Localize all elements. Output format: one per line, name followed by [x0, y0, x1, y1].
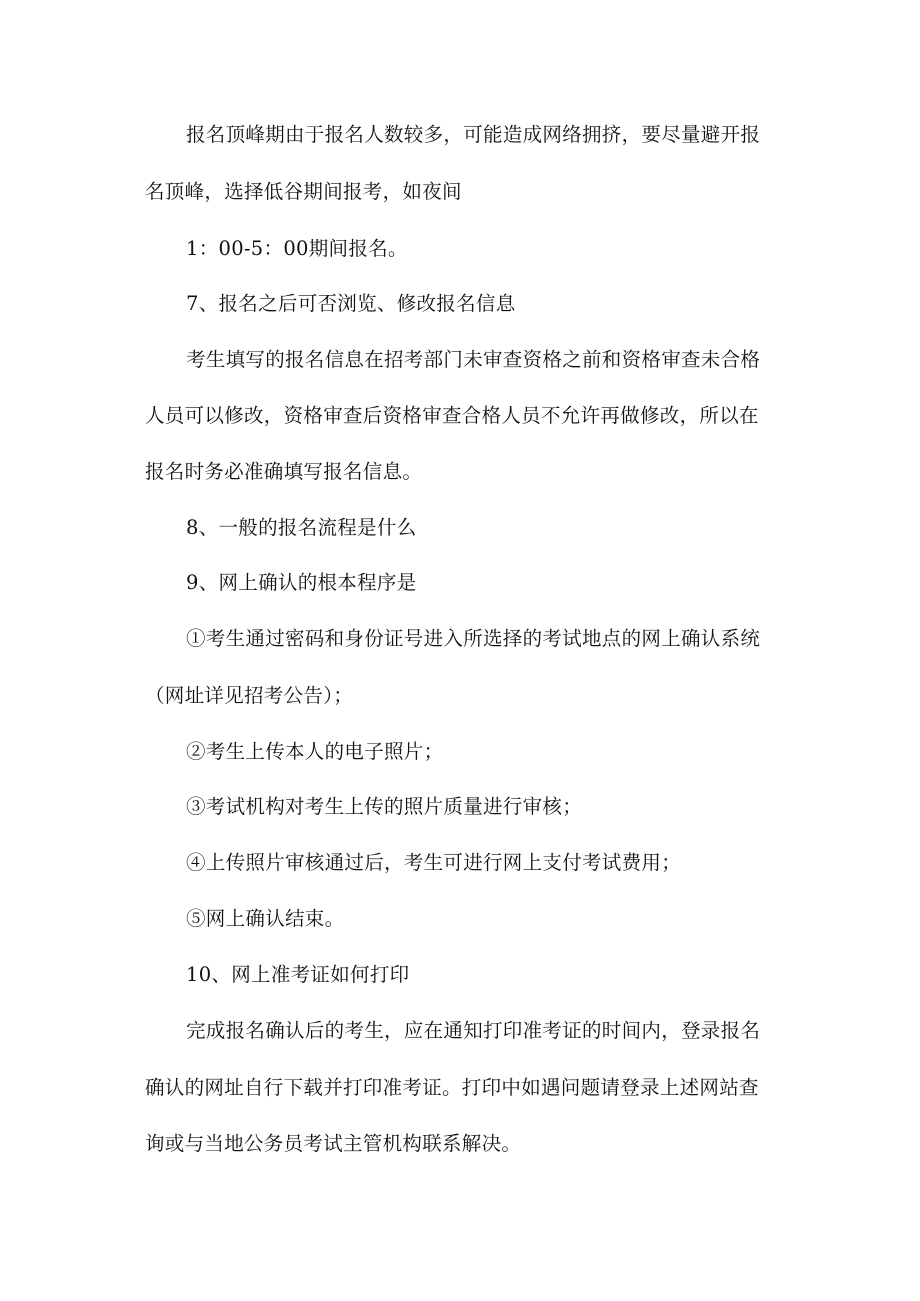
list-item: ①考生通过密码和身份证号进入所选择的考试地点的网上确认系统	[186, 627, 761, 650]
list-item: ③考试机构对考生上传的照片质量进行审核；	[186, 795, 583, 818]
paragraph-line: 完成报名确认后的考生，应在通知打印准考证的时间内，登录报名	[186, 1019, 761, 1042]
paragraph-line: 人员可以修改，资格审查后资格审查合格人员不允许再做修改，所以在	[145, 404, 759, 427]
section-heading: 7、报名之后可否浏览、修改报名信息	[186, 292, 516, 315]
paragraph-line: 名顶峰，选择低谷期间报考，如夜间	[145, 180, 462, 203]
paragraph-line: 1：00-5：00期间报名。	[186, 237, 408, 260]
list-item-continuation: （网址详见招考公告）；	[145, 684, 354, 707]
list-item: ⑤网上确认结束。	[186, 907, 345, 930]
paragraph-line: 询或与当地公务员考试主管机构联系解决。	[145, 1132, 522, 1155]
paragraph-line: 报名时务必准确填写报名信息。	[145, 460, 423, 483]
paragraph-line: 考生填写的报名信息在招考部门未审查资格之前和资格审查未合格	[186, 348, 761, 371]
section-heading: 8、一般的报名流程是什么	[186, 516, 417, 539]
paragraph-line: 报名顶峰期由于报名人数较多，可能造成网络拥挤，要尽量避开报	[186, 123, 761, 146]
section-heading: 9、网上确认的根本程序是	[186, 571, 417, 594]
paragraph-line: 确认的网址自行下载并打印准考证。打印中如遇问题请登录上述网站查	[145, 1076, 759, 1099]
list-item: ④上传照片审核通过后，考生可进行网上支付考试费用；	[186, 851, 682, 874]
list-item: ②考生上传本人的电子照片；	[186, 740, 444, 763]
section-heading: 10、网上准考证如何打印	[186, 963, 410, 986]
